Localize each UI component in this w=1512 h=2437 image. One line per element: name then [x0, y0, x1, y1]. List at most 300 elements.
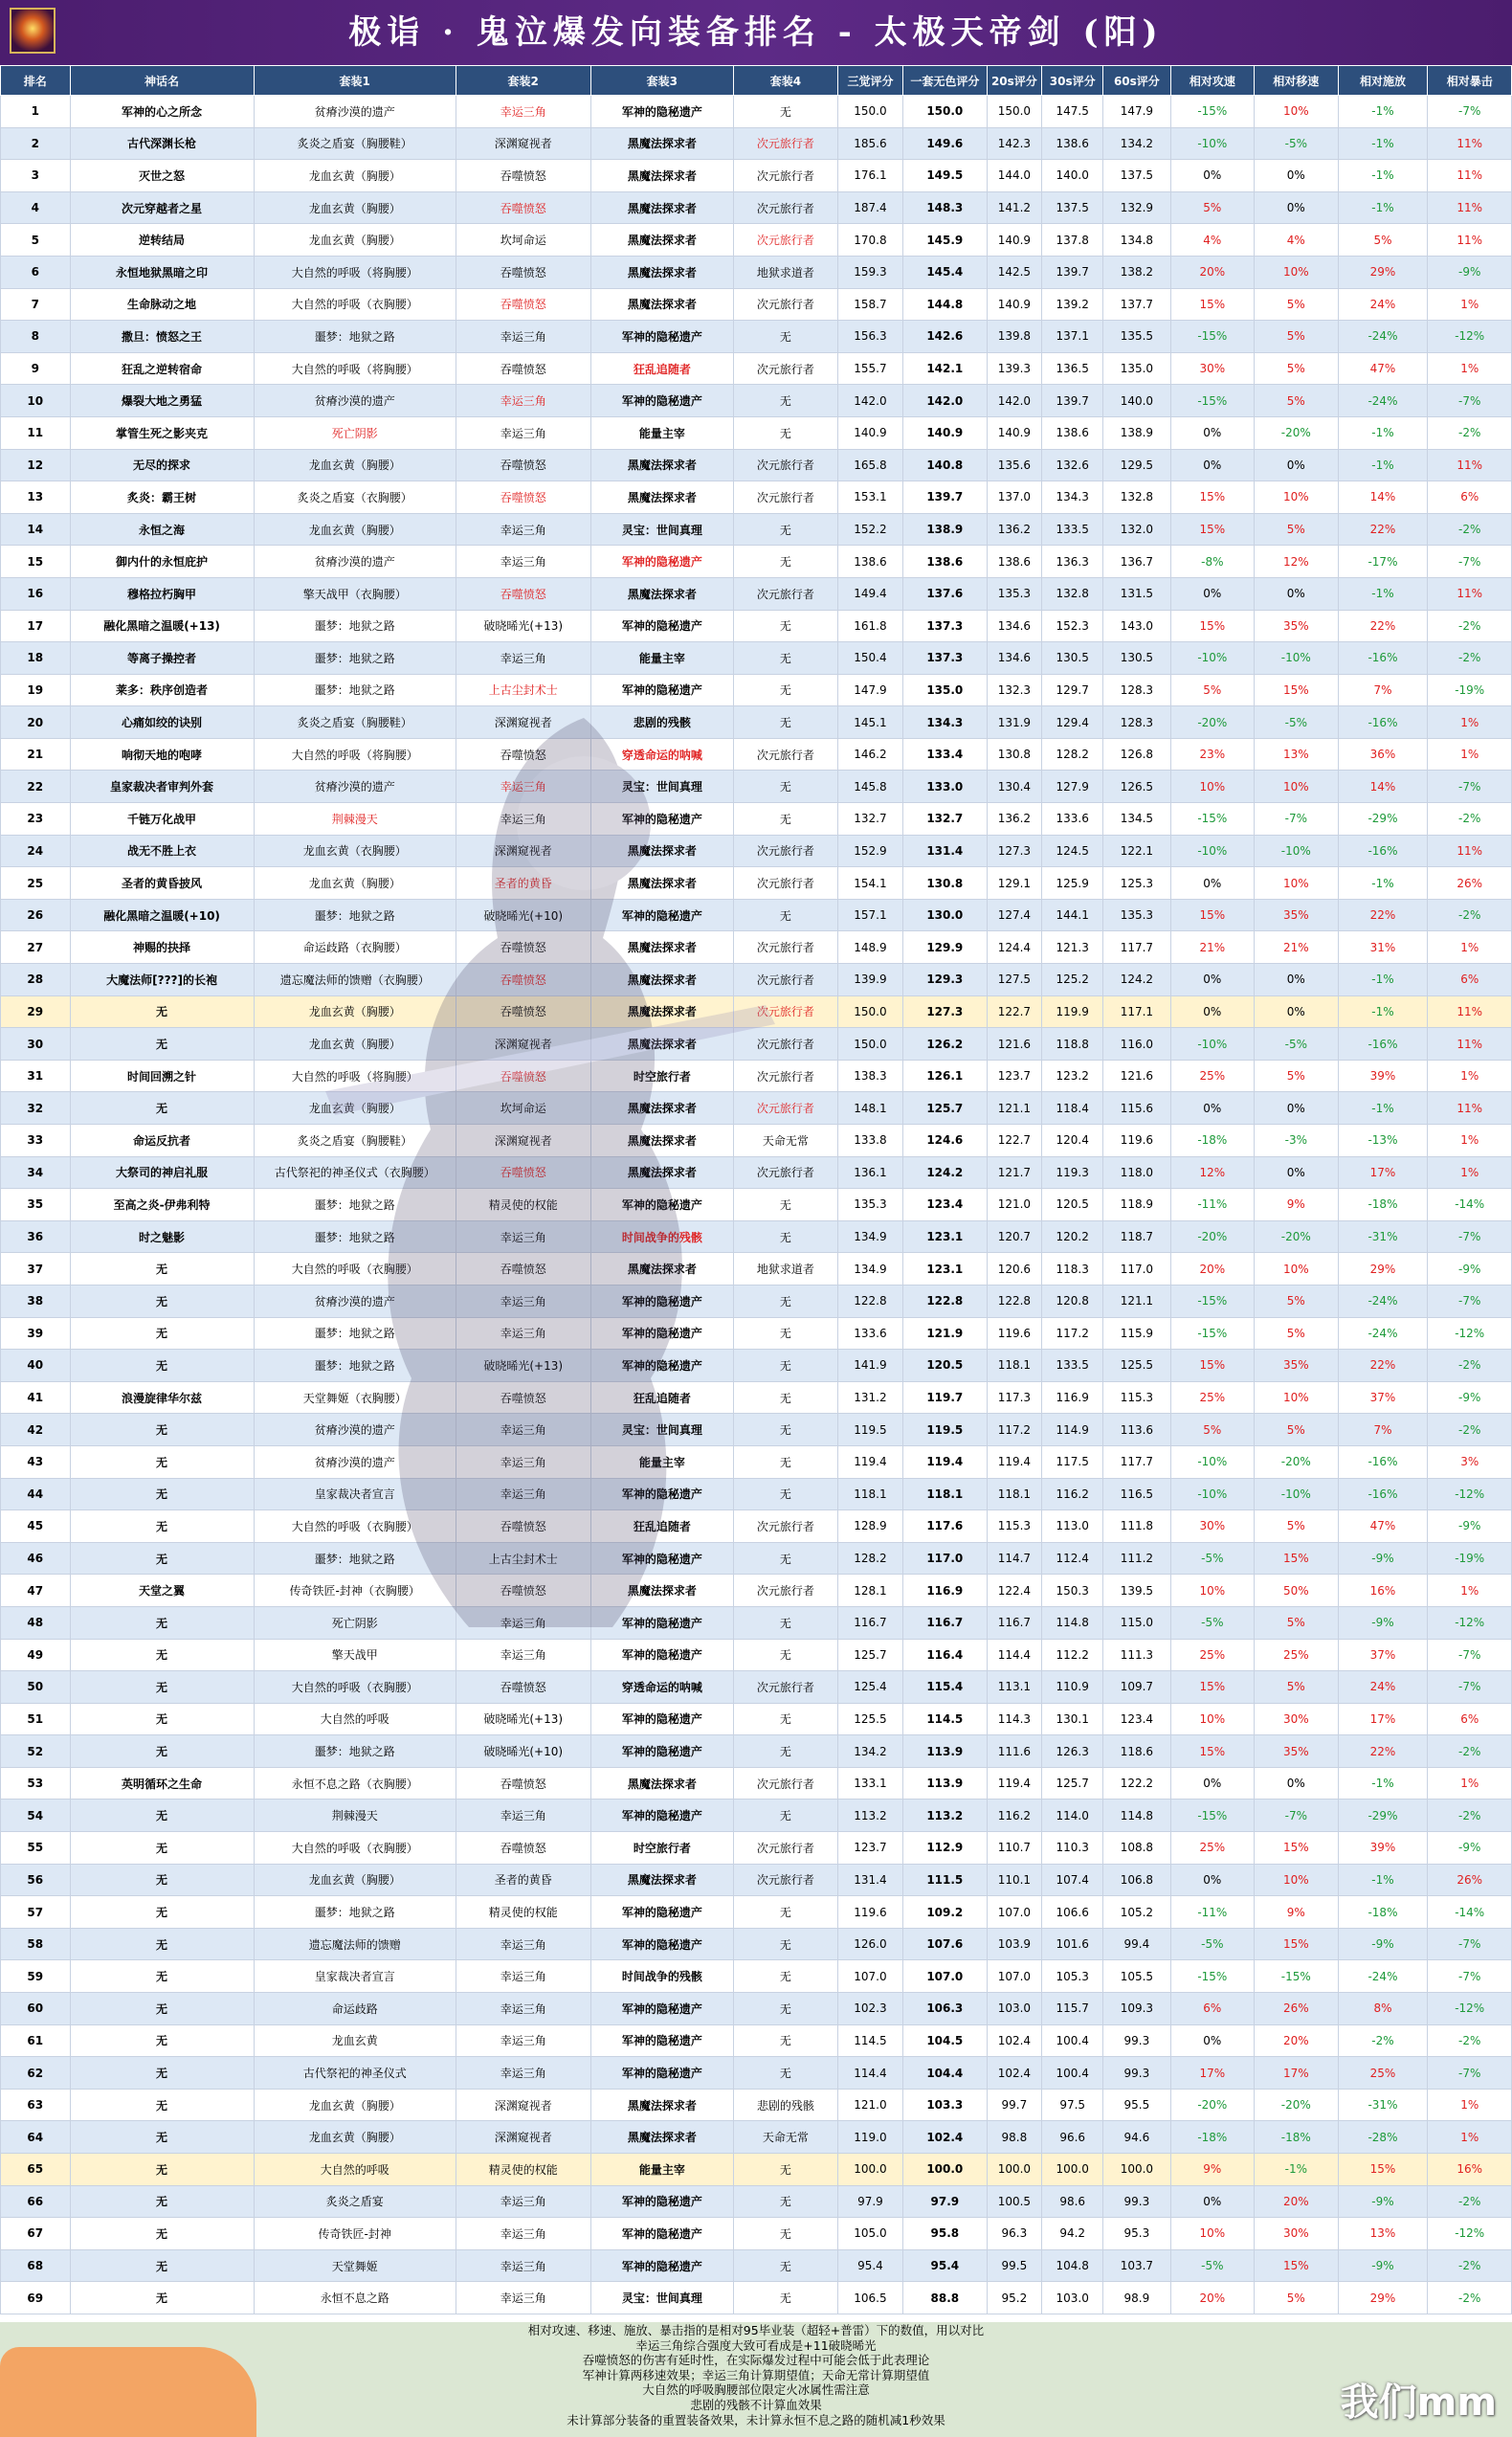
table-cell: 军神的隐秘遗产 [590, 96, 733, 128]
table-cell: 龙血玄黄（胸腰） [254, 191, 456, 224]
table-cell: 122.8 [837, 1285, 902, 1317]
table-cell: 51 [1, 1703, 71, 1735]
table-cell: -2% [1428, 416, 1512, 449]
table-cell: 99.3 [1103, 2024, 1170, 2057]
table-cell: 119.0 [837, 2121, 902, 2154]
table-cell: -7% [1255, 803, 1338, 836]
table-cell: 137.1 [1042, 321, 1103, 353]
table-cell: 10% [1255, 256, 1338, 288]
table-cell: 军神的隐秘遗产 [590, 1189, 733, 1221]
table-cell: 107.6 [903, 1928, 987, 1960]
table-cell: 皇家裁决者宣言 [254, 1478, 456, 1510]
table-cell: 黑魔法探求者 [590, 1092, 733, 1125]
table-cell: 黑魔法探求者 [590, 1028, 733, 1061]
table-cell: 噩梦：地狱之路 [254, 321, 456, 353]
table-cell: 108.8 [1103, 1832, 1170, 1865]
table-cell: 123.7 [987, 1060, 1042, 1092]
table-cell: 时之魅影 [70, 1220, 254, 1253]
table-cell: 46 [1, 1542, 71, 1575]
table-cell: -17% [1338, 546, 1428, 578]
table-cell: 119.4 [987, 1445, 1042, 1478]
table-cell: 16 [1, 577, 71, 610]
table-cell: 噩梦：地狱之路 [254, 642, 456, 675]
table-cell: 坎坷命运 [456, 224, 590, 257]
table-cell: 军神的隐秘遗产 [590, 546, 733, 578]
table-cell: 时空旅行者 [590, 1832, 733, 1865]
table-cell: 138.9 [1103, 416, 1170, 449]
table-cell: 次元旅行者 [734, 1832, 838, 1865]
table-cell: 113.9 [903, 1767, 987, 1800]
table-cell: 104.4 [903, 2057, 987, 2090]
table-row [1, 1575, 1512, 1607]
table-cell: 圣者的黄昏 [456, 1864, 590, 1896]
table-cell: 107.0 [987, 1960, 1042, 1993]
table-cell: 24% [1338, 1671, 1428, 1704]
table-cell: 150.0 [837, 1028, 902, 1061]
table-cell: 11% [1428, 577, 1512, 610]
table-cell: 军神的隐秘遗产 [590, 1896, 733, 1929]
table-cell: 15% [1170, 1350, 1254, 1382]
table-cell: 擎天战甲 [254, 1639, 456, 1671]
table-cell: 10% [1170, 2218, 1254, 2250]
table-cell: 94.6 [1103, 2121, 1170, 2154]
table-cell: 次元旅行者 [734, 224, 838, 257]
table-cell: 136.3 [1042, 546, 1103, 578]
table-cell: 5% [1255, 1606, 1338, 1639]
table-cell: 擎天战甲（衣胸腰） [254, 577, 456, 610]
table-cell: 次元旅行者 [734, 352, 838, 385]
table-cell: 幸运三角 [456, 1606, 590, 1639]
table-cell: 47% [1338, 352, 1428, 385]
table-cell: 118.0 [1103, 1156, 1170, 1189]
table-row [1, 1317, 1512, 1350]
table-cell: 121.1 [1103, 1285, 1170, 1317]
table-cell: 15% [1255, 1832, 1338, 1865]
table-cell: 黑魔法探求者 [590, 481, 733, 514]
table-cell: 113.0 [1042, 1510, 1103, 1543]
table-cell: 107.4 [1042, 1864, 1103, 1896]
table-cell: 134.3 [903, 706, 987, 739]
table-row [1, 385, 1512, 417]
table-cell: 109.3 [1103, 1993, 1170, 2025]
table-row [1, 288, 1512, 321]
table-cell: 坎坷命运 [456, 1092, 590, 1125]
table-cell: 10% [1255, 1864, 1338, 1896]
table-cell: 无 [70, 1703, 254, 1735]
table-cell: -2% [1428, 1414, 1512, 1446]
table-cell: 44 [1, 1478, 71, 1510]
table-cell: 133.8 [837, 1125, 902, 1157]
table-cell: 皇家裁决者宣言 [254, 1960, 456, 1993]
table-cell: 0% [1170, 995, 1254, 1028]
table-cell: 15% [1170, 610, 1254, 642]
table-cell: 134.2 [1103, 127, 1170, 160]
table-cell: 102.4 [903, 2121, 987, 2154]
table-cell: 无 [70, 2185, 254, 2218]
table-cell: 1% [1428, 1767, 1512, 1800]
table-cell: 117.5 [1042, 1445, 1103, 1478]
table-cell: 无 [734, 1478, 838, 1510]
table-cell: 119.4 [837, 1445, 902, 1478]
table-cell: 次元旅行者 [734, 738, 838, 771]
table-cell: 穆格拉朽胸甲 [70, 577, 254, 610]
table-cell: 0% [1255, 1767, 1338, 1800]
table-cell: -2% [1428, 803, 1512, 836]
table-cell: 130.5 [1042, 642, 1103, 675]
table-cell: 145.8 [837, 771, 902, 803]
table-cell: 13% [1255, 738, 1338, 771]
table-cell: 125.3 [1103, 867, 1170, 900]
table-cell: 116.2 [987, 1800, 1042, 1832]
table-cell: 无 [734, 771, 838, 803]
table-cell: 99.3 [1103, 2185, 1170, 2218]
table-cell: 无 [734, 1735, 838, 1768]
table-cell: 134.5 [1103, 803, 1170, 836]
table-cell: 无 [734, 899, 838, 931]
table-cell: 深渊窥视者 [456, 1125, 590, 1157]
table-row [1, 191, 1512, 224]
table-cell: 无 [734, 1542, 838, 1575]
table-cell: 50% [1255, 1575, 1338, 1607]
table-cell: 幸运三角 [456, 1478, 590, 1510]
table-cell: 110.9 [1042, 1671, 1103, 1704]
table-cell: 106.8 [1103, 1864, 1170, 1896]
table-cell: -15% [1170, 321, 1254, 353]
table-cell: 黑魔法探求者 [590, 127, 733, 160]
table-cell: 48 [1, 1606, 71, 1639]
table-cell: 138.3 [837, 1060, 902, 1092]
table-cell: 152.2 [837, 513, 902, 546]
table-cell: 狂乱之逆转宿命 [70, 352, 254, 385]
table-cell: -7% [1428, 1220, 1512, 1253]
table-cell: -20% [1170, 2089, 1254, 2121]
table-row [1, 867, 1512, 900]
table-cell: -5% [1170, 1606, 1254, 1639]
table-cell: 5% [1255, 1317, 1338, 1350]
table-cell: 破晓晞光(+13) [456, 1703, 590, 1735]
table-cell: 10% [1255, 1253, 1338, 1286]
table-cell: 天命无常 [734, 2121, 838, 2154]
table-cell: 吞噬愤怒 [456, 1381, 590, 1414]
table-cell: -2% [1428, 2024, 1512, 2057]
table-cell: 噩梦：地狱之路 [254, 1189, 456, 1221]
table-cell: 116.0 [1103, 1028, 1170, 1061]
table-cell: 幸运三角 [456, 546, 590, 578]
table-cell: 10% [1255, 481, 1338, 514]
table-cell: 无 [70, 2121, 254, 2154]
table-cell: 黑魔法探求者 [590, 964, 733, 996]
table-cell: -2% [1428, 1350, 1512, 1382]
table-row [1, 1767, 1512, 1800]
table-cell: 荆棘漫天 [254, 803, 456, 836]
table-cell: 25% [1255, 1639, 1338, 1671]
table-cell: -2% [1428, 899, 1512, 931]
table-cell: 0% [1170, 1767, 1254, 1800]
table-cell: 浪漫旋律华尔兹 [70, 1381, 254, 1414]
table-cell: 139.5 [1103, 1575, 1170, 1607]
table-cell: -7% [1428, 771, 1512, 803]
table-cell: -15% [1170, 1800, 1254, 1832]
table-cell: 吞噬愤怒 [456, 1060, 590, 1092]
table-cell: 137.8 [1042, 224, 1103, 257]
table-cell: 38 [1, 1285, 71, 1317]
table-cell: 142.0 [987, 385, 1042, 417]
table-cell: 136.7 [1103, 546, 1170, 578]
table-cell: 103.0 [1042, 2282, 1103, 2314]
table-cell: 137.7 [1103, 288, 1170, 321]
table-cell: 14 [1, 513, 71, 546]
table-cell: 123.4 [903, 1189, 987, 1221]
table-cell: -5% [1170, 1928, 1254, 1960]
table-cell: 27 [1, 931, 71, 964]
table-cell: 军神的隐秘遗产 [590, 1639, 733, 1671]
table-cell: 古代深渊长枪 [70, 127, 254, 160]
table-cell: 128.9 [837, 1510, 902, 1543]
table-cell: -19% [1428, 674, 1512, 706]
table-cell: 军神的隐秘遗产 [590, 2185, 733, 2218]
table-cell: 无 [734, 2057, 838, 2090]
table-cell: 次元旅行者 [734, 160, 838, 192]
table-cell: 无 [70, 1414, 254, 1446]
note-line: 军神计算两移速效果；幸运三角计算期望值；天命无常计算期望值 [582, 2367, 930, 2382]
table-cell: 0% [1170, 160, 1254, 192]
table-cell: 127.3 [903, 995, 987, 1028]
table-cell: 狂乱追随者 [590, 1510, 733, 1543]
table-cell: 141.9 [837, 1350, 902, 1382]
table-cell: 135.3 [987, 577, 1042, 610]
table-row [1, 1092, 1512, 1125]
table-cell: -18% [1170, 2121, 1254, 2154]
table-cell: -9% [1338, 1928, 1428, 1960]
table-cell: 26% [1428, 867, 1512, 900]
table-cell: -2% [1428, 2249, 1512, 2282]
table-cell: 16% [1428, 2154, 1512, 2186]
table-cell: -2% [1428, 610, 1512, 642]
table-cell: -9% [1428, 1381, 1512, 1414]
table-cell: 黑魔法探求者 [590, 2089, 733, 2121]
table-cell: 破晓晞光(+13) [456, 1350, 590, 1382]
table-row [1, 674, 1512, 706]
table-cell: 115.6 [1103, 1092, 1170, 1125]
table-cell: 14% [1338, 481, 1428, 514]
table-cell: 98.8 [987, 2121, 1042, 2154]
table-cell: 军神的隐秘遗产 [590, 321, 733, 353]
table-cell: 147.5 [1042, 96, 1103, 128]
table-cell: 龙血玄黄（胸腰） [254, 2121, 456, 2154]
table-cell: 等离子操控者 [70, 642, 254, 675]
table-cell: 140.9 [903, 416, 987, 449]
table-cell: 5% [1255, 1510, 1338, 1543]
table-cell: 137.5 [1103, 160, 1170, 192]
table-cell: 150.3 [1042, 1575, 1103, 1607]
table-cell: 龙血玄黄（胸腰） [254, 1864, 456, 1896]
table-cell: 25 [1, 867, 71, 900]
table-cell: -7% [1428, 96, 1512, 128]
table-cell: 95.5 [1103, 2089, 1170, 2121]
column-header: 60s评分 [1103, 66, 1170, 96]
table-cell: 47% [1338, 1510, 1428, 1543]
table-cell: 悲剧的残骸 [734, 2089, 838, 2121]
table-cell: -20% [1255, 1445, 1338, 1478]
table-cell: 68 [1, 2249, 71, 2282]
table-cell: 无 [734, 1703, 838, 1735]
table-cell: 4 [1, 191, 71, 224]
table-cell: 132.8 [1042, 577, 1103, 610]
table-cell: 124.6 [903, 1125, 987, 1157]
table-cell: 军神的隐秘遗产 [590, 1542, 733, 1575]
table-cell: 39 [1, 1317, 71, 1350]
table-cell: -10% [1170, 835, 1254, 867]
table-cell: 无 [70, 2057, 254, 2090]
table-cell: 军神的隐秘遗产 [590, 1928, 733, 1960]
table-cell: 122.7 [987, 995, 1042, 1028]
table-cell: 95.3 [1103, 2218, 1170, 2250]
table-cell: 大自然的呼吸（将胸腰） [254, 738, 456, 771]
table-cell: 128.2 [837, 1542, 902, 1575]
table-cell: 0% [1255, 449, 1338, 481]
table-row [1, 738, 1512, 771]
table-cell: 15% [1170, 1671, 1254, 1704]
redaction-blob [0, 2347, 256, 2437]
table-cell: 125.5 [1103, 1350, 1170, 1382]
table-cell: 17% [1338, 1703, 1428, 1735]
table-cell: 95.2 [987, 2282, 1042, 2314]
table-cell: 125.7 [903, 1092, 987, 1125]
table-cell: 103.0 [987, 1993, 1042, 2025]
table-cell: 105.5 [1103, 1960, 1170, 1993]
table-cell: 幸运三角 [456, 321, 590, 353]
table-cell: 114.8 [1103, 1800, 1170, 1832]
table-cell: 65 [1, 2154, 71, 2186]
table-cell: 158.7 [837, 288, 902, 321]
table-cell: 152.3 [1042, 610, 1103, 642]
table-cell: 大自然的呼吸（将胸腰） [254, 352, 456, 385]
table-cell: 永恒不息之路（衣胸腰） [254, 1767, 456, 1800]
table-cell: -18% [1338, 1189, 1428, 1221]
table-cell: 无 [734, 2249, 838, 2282]
table-cell: 147.9 [837, 674, 902, 706]
table-cell: 124.2 [903, 1156, 987, 1189]
table-cell: 10 [1, 385, 71, 417]
table-cell: 传奇铁匠-封神 [254, 2218, 456, 2250]
table-cell: 黑魔法探求者 [590, 1767, 733, 1800]
table-cell: 龙血玄黄（胸腰） [254, 449, 456, 481]
table-cell: 138.9 [903, 513, 987, 546]
table-cell: 149.5 [903, 160, 987, 192]
table-cell: 112.9 [903, 1832, 987, 1865]
table-cell: 57 [1, 1896, 71, 1929]
table-cell: -19% [1428, 1542, 1512, 1575]
table-cell: -16% [1338, 1028, 1428, 1061]
table-cell: -15% [1170, 1960, 1254, 1993]
table-cell: 132.8 [1103, 481, 1170, 514]
table-row [1, 1125, 1512, 1157]
table-cell: 0% [1255, 995, 1338, 1028]
table-cell: 117.3 [987, 1381, 1042, 1414]
column-header: 套装1 [254, 66, 456, 96]
table-cell: 1 [1, 96, 71, 128]
table-cell: 119.6 [987, 1317, 1042, 1350]
table-cell: 145.9 [903, 224, 987, 257]
table-cell: 125.2 [1042, 964, 1103, 996]
table-cell: 187.4 [837, 191, 902, 224]
table-cell: 炙炎之盾宴（胸腰鞋） [254, 706, 456, 739]
table-cell: 悲剧的残骸 [590, 706, 733, 739]
table-cell: 43 [1, 1445, 71, 1478]
table-cell: 118.1 [903, 1478, 987, 1510]
table-cell: 幸运三角 [456, 416, 590, 449]
table-cell: 95.8 [903, 2218, 987, 2250]
table-cell: -10% [1170, 1445, 1254, 1478]
table-cell: 12% [1255, 546, 1338, 578]
table-cell: 无 [734, 1960, 838, 1993]
table-cell: 115.4 [903, 1671, 987, 1704]
table-cell: -12% [1428, 2218, 1512, 2250]
table-cell: 22% [1338, 1350, 1428, 1382]
table-cell: 133.0 [903, 771, 987, 803]
table-cell: 116.5 [1103, 1478, 1170, 1510]
table-cell: 118.8 [1042, 1028, 1103, 1061]
table-cell: 噩梦：地狱之路 [254, 899, 456, 931]
table-cell: 136.2 [987, 513, 1042, 546]
table-cell: 7% [1338, 674, 1428, 706]
table-cell: 1% [1428, 1156, 1512, 1189]
table-row [1, 1703, 1512, 1735]
table-cell: 142.3 [987, 127, 1042, 160]
table-cell: 响彻天地的咆哮 [70, 738, 254, 771]
table-cell: 幸运三角 [456, 642, 590, 675]
table-cell: 29 [1, 995, 71, 1028]
table-cell: -1% [1338, 577, 1428, 610]
table-row [1, 2121, 1512, 2154]
table-cell: 灵宝：世间真理 [590, 2282, 733, 2314]
table-cell: 黑魔法探求者 [590, 449, 733, 481]
table-cell: -10% [1255, 1478, 1338, 1510]
table-cell: -1% [1338, 867, 1428, 900]
table-cell: 103.7 [1103, 2249, 1170, 2282]
brand-watermark: 我们mm [1340, 2381, 1497, 2425]
title-bar [0, 0, 1512, 65]
table-cell: 128.3 [1103, 706, 1170, 739]
table-cell: 吞噬愤怒 [456, 352, 590, 385]
table-cell: 142.1 [903, 352, 987, 385]
column-header: 相对移速 [1255, 66, 1338, 96]
table-cell: 无 [734, 1896, 838, 1929]
table-row [1, 964, 1512, 996]
table-cell: 次元旅行者 [734, 1060, 838, 1092]
table-cell: 130.8 [987, 738, 1042, 771]
table-cell: 军神的隐秘遗产 [590, 610, 733, 642]
table-cell: 黑魔法探求者 [590, 867, 733, 900]
table-cell: 噩梦：地狱之路 [254, 674, 456, 706]
table-cell: 47 [1, 1575, 71, 1607]
table-cell: 15% [1255, 1928, 1338, 1960]
table-cell: 无 [70, 1350, 254, 1382]
table-cell: 噩梦：地狱之路 [254, 1350, 456, 1382]
table-row [1, 1960, 1512, 1993]
table-row [1, 224, 1512, 257]
table-cell: 无 [734, 416, 838, 449]
table-cell: 黑魔法探求者 [590, 1156, 733, 1189]
table-cell: 153.1 [837, 481, 902, 514]
table-cell: 皇家裁决者审判外套 [70, 771, 254, 803]
table-cell: 11% [1428, 191, 1512, 224]
table-cell: 贫瘠沙漠的遗产 [254, 1285, 456, 1317]
table-cell: 灵宝：世间真理 [590, 1414, 733, 1446]
table-cell: 幸运三角 [456, 1445, 590, 1478]
table-cell: 无 [70, 1317, 254, 1350]
table-cell: 114.9 [1042, 1414, 1103, 1446]
